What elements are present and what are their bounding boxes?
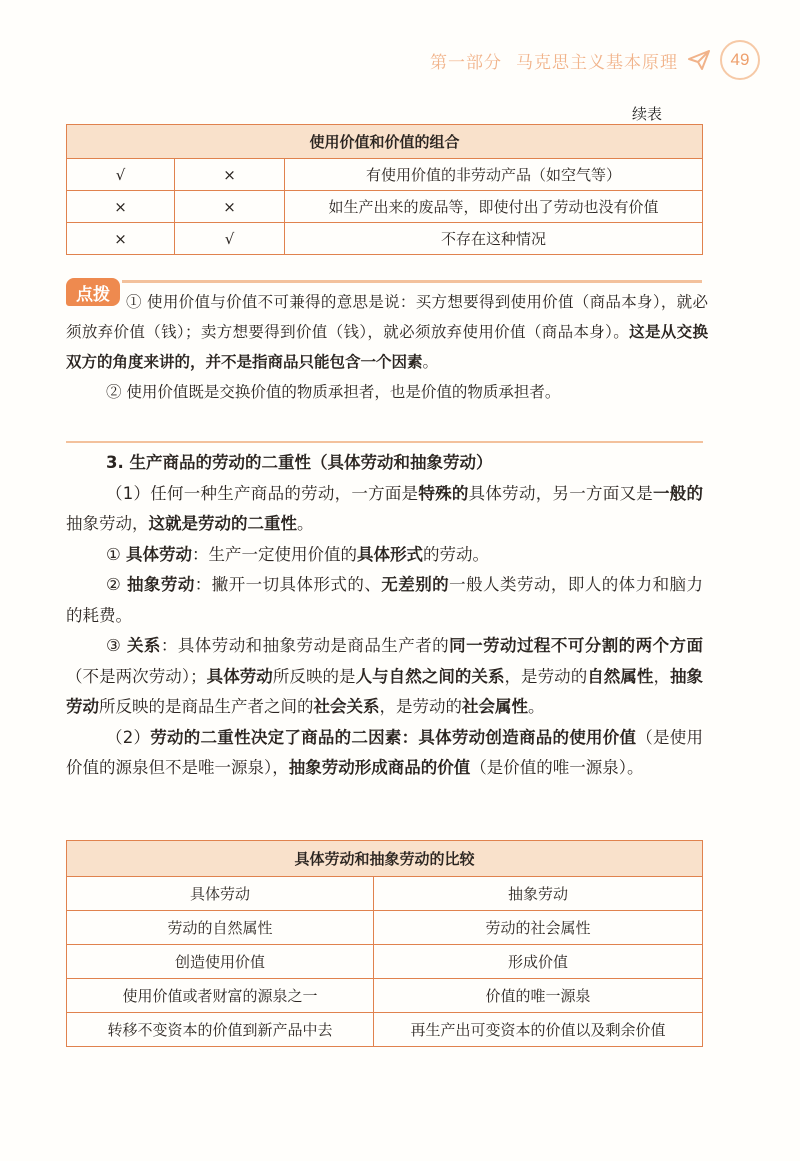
continued-label: 续表 <box>632 105 663 123</box>
table-cell: 有使用价值的非劳动产品（如空气等） <box>285 159 703 191</box>
tip-bottom-divider <box>66 441 703 443</box>
table-row <box>67 979 703 1013</box>
table-cell: 价值的唯一源泉 <box>374 979 703 1013</box>
table-cell: 劳动的自然属性 <box>67 911 374 945</box>
table-cell: √ <box>67 159 175 191</box>
table-row <box>67 945 703 979</box>
table-cell: × <box>67 223 175 255</box>
table-cell: 再生产出可变资本的价值以及剩余价值 <box>374 1013 703 1047</box>
use-value-table <box>66 124 703 255</box>
table-row <box>67 191 703 223</box>
table-cell: 创造使用价值 <box>67 945 374 979</box>
paragraph: ② 抽象劳动：撇开一切具体形式的、无差别的一般人类劳动，即人的体力和脑力的耗费。 <box>66 575 704 625</box>
tip-text: ① 使用价值与价值不可兼得的意思是说：买方想要得到使用价值（商品本身），就必须放弃价值（钱）；卖方想要得到价值（钱），就必须放弃使用价值（商品本身）。 <box>66 293 708 341</box>
table-cell: × <box>175 191 285 223</box>
tip-badge: 点拨 <box>66 278 120 306</box>
tip-text-end: 。 <box>422 353 439 371</box>
table-cell: 使用价值或者财富的源泉之一 <box>67 979 374 1013</box>
tip-box <box>66 278 708 407</box>
tip-emphasis: 这是从交换双方的角度来讲的，并不是指商品只能包含一个因素 <box>66 322 708 371</box>
header-book-title: 马克思主义基本原理 <box>516 52 678 73</box>
tip-paragraph-1 <box>66 278 708 377</box>
table-cell: 转移不变资本的价值到新产品中去 <box>67 1013 374 1047</box>
paragraph: ① 具体劳动：生产一定使用价值的具体形式的劳动。 <box>106 544 490 564</box>
table-cell: 具体劳动 <box>67 877 374 911</box>
header-part-label: 第一部分 <box>430 52 502 73</box>
tip-divider <box>122 280 702 283</box>
table-row <box>67 1013 703 1047</box>
page-number: 49 <box>720 40 760 80</box>
header-title <box>430 48 678 73</box>
table-row <box>67 159 703 191</box>
table-cell: 如生产出来的废品等，即使付出了劳动也没有价值 <box>285 191 703 223</box>
table-cell: √ <box>175 223 285 255</box>
table-row <box>67 911 703 945</box>
table-cell: 劳动的社会属性 <box>374 911 703 945</box>
table-cell: × <box>175 159 285 191</box>
table-row <box>67 223 703 255</box>
paragraph: （1）任何一种生产商品的劳动，一方面是特殊的具体劳动，另一方面又是一般的抽象劳动，这就是劳动的二重性。 <box>66 483 704 533</box>
table-row <box>67 877 703 911</box>
paragraph: ③ 关系：具体劳动和抽象劳动是商品生产者的同一劳动过程不可分割的两个方面（不是两次劳动）；具体劳动所反映的是人与自然之间的关系，是劳动的自然属性，抽象劳动所反映的是商品生产者之间的社会关系，是劳动的社会属性。 <box>66 636 704 716</box>
table-cell: 形成价值 <box>374 945 703 979</box>
table-cell: × <box>67 191 175 223</box>
table-cell: 抽象劳动 <box>374 877 703 911</box>
paper-plane-icon <box>688 50 710 70</box>
main-content <box>66 448 703 784</box>
table-title: 使用价值和价值的组合 <box>67 125 703 159</box>
paragraph: （2）劳动的二重性决定了商品的二因素：具体劳动创造商品的使用价值（是使用价值的源泉但不是唯一源泉），抽象劳动形成商品的价值（是价值的唯一源泉）。 <box>66 727 704 777</box>
tip-paragraph-2: ② 使用价值既是交换价值的物质承担者，也是价值的物质承担者。 <box>106 383 561 401</box>
labor-comparison-table <box>66 840 703 1047</box>
table-cell: 不存在这种情况 <box>285 223 703 255</box>
page-header <box>430 40 760 80</box>
table-title: 具体劳动和抽象劳动的比较 <box>67 841 703 877</box>
section-heading: 3. 生产商品的劳动的二重性（具体劳动和抽象劳动） <box>106 453 493 472</box>
